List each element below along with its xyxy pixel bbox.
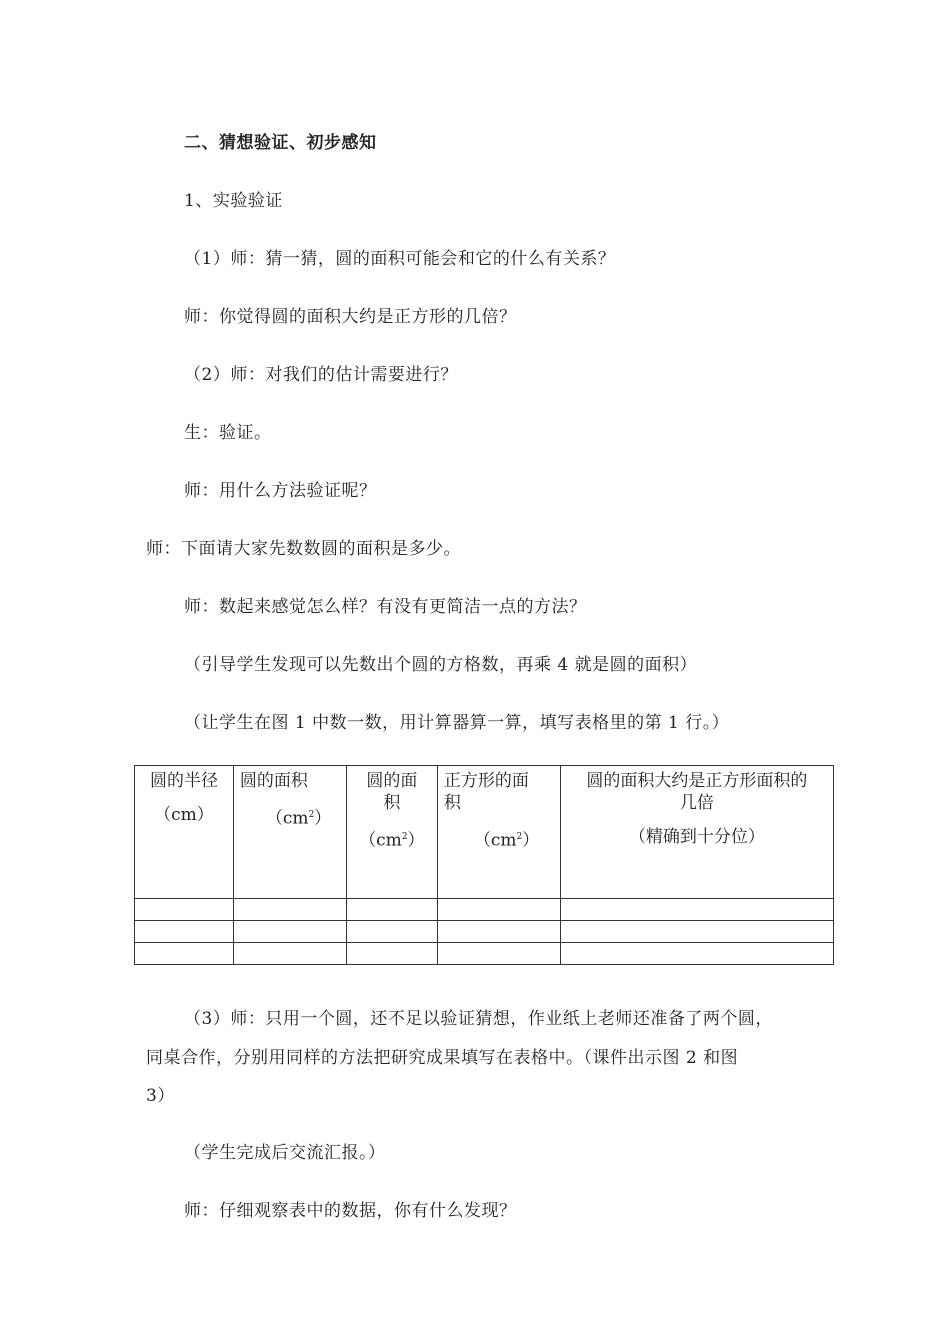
paragraph-line: 师：下面请大家先数数圆的面积是多少。 xyxy=(146,539,461,559)
table-cell[interactable] xyxy=(437,899,560,921)
paragraph-line: 生：验证。 xyxy=(184,423,272,443)
paragraph-line: （1）师：猜一猜，圆的面积可能会和它的什么有关系？ xyxy=(184,249,616,269)
table-row xyxy=(135,921,834,943)
paragraph-line: 师：用什么方法验证呢？ xyxy=(184,481,377,501)
sub-heading: 1、实验验证 xyxy=(184,191,283,211)
table-header-row xyxy=(135,766,834,899)
paragraph-line: 3） xyxy=(146,1086,175,1106)
header-cell-ratio: 圆的面积大约是正方形面积的 几倍 （精确到十分位） xyxy=(560,766,833,899)
header-cell-circle-area: 圆的面积 $(cm^2)$ xyxy=(233,766,346,899)
table-cell[interactable] xyxy=(346,899,437,921)
paragraph-line: （让学生在图 1 中数一数，用计算器算一算，填写表格里的第 1 行。） xyxy=(184,713,730,733)
table-cell[interactable] xyxy=(560,921,833,943)
table-cell[interactable] xyxy=(233,943,346,965)
header-cell-square-area: 正方形的面 积 $(cm^2)$ xyxy=(437,766,560,899)
paragraph-line: （3）师：只用一个圆，还不足以验证猜想，作业纸上老师还准备了两个圆， xyxy=(184,1009,773,1029)
table-cell[interactable] xyxy=(346,921,437,943)
table-cell[interactable] xyxy=(346,943,437,965)
table-cell[interactable] xyxy=(135,943,234,965)
header-cell-radius: 圆的半径 （cm） xyxy=(135,766,234,899)
table-cell[interactable] xyxy=(135,921,234,943)
paragraph-line: （学生完成后交流汇报。） xyxy=(184,1143,386,1163)
table-cell[interactable] xyxy=(560,943,833,965)
paragraph-line: （2）师：对我们的估计需要进行？ xyxy=(184,365,458,385)
table-cell[interactable] xyxy=(135,899,234,921)
paragraph-line: 师：仔细观察表中的数据，你有什么发现？ xyxy=(184,1201,517,1221)
table-cell[interactable] xyxy=(233,899,346,921)
header-cell-circle-area-2: 圆的面 积 $(cm^2)$ xyxy=(346,766,437,899)
paragraph-line: （引导学生发现可以先数出个圆的方格数，再乘 4 就是圆的面积） xyxy=(184,655,698,675)
table-cell[interactable] xyxy=(233,921,346,943)
table-cell[interactable] xyxy=(437,921,560,943)
paragraph-line: 同桌合作，分别用同样的方法把研究成果填写在表格中。（课件出示图 2 和图 xyxy=(146,1048,739,1068)
section-heading: 二、猜想验证、初步感知 xyxy=(184,133,377,153)
paragraph-line: 师：数起来感觉怎么样？有没有更简洁一点的方法？ xyxy=(184,597,587,617)
table-cell[interactable] xyxy=(437,943,560,965)
data-table xyxy=(134,765,834,965)
table-row xyxy=(135,943,834,965)
paragraph-line: 师：你觉得圆的面积大约是正方形的几倍？ xyxy=(184,307,517,327)
table-cell[interactable] xyxy=(560,899,833,921)
table-row xyxy=(135,899,834,921)
